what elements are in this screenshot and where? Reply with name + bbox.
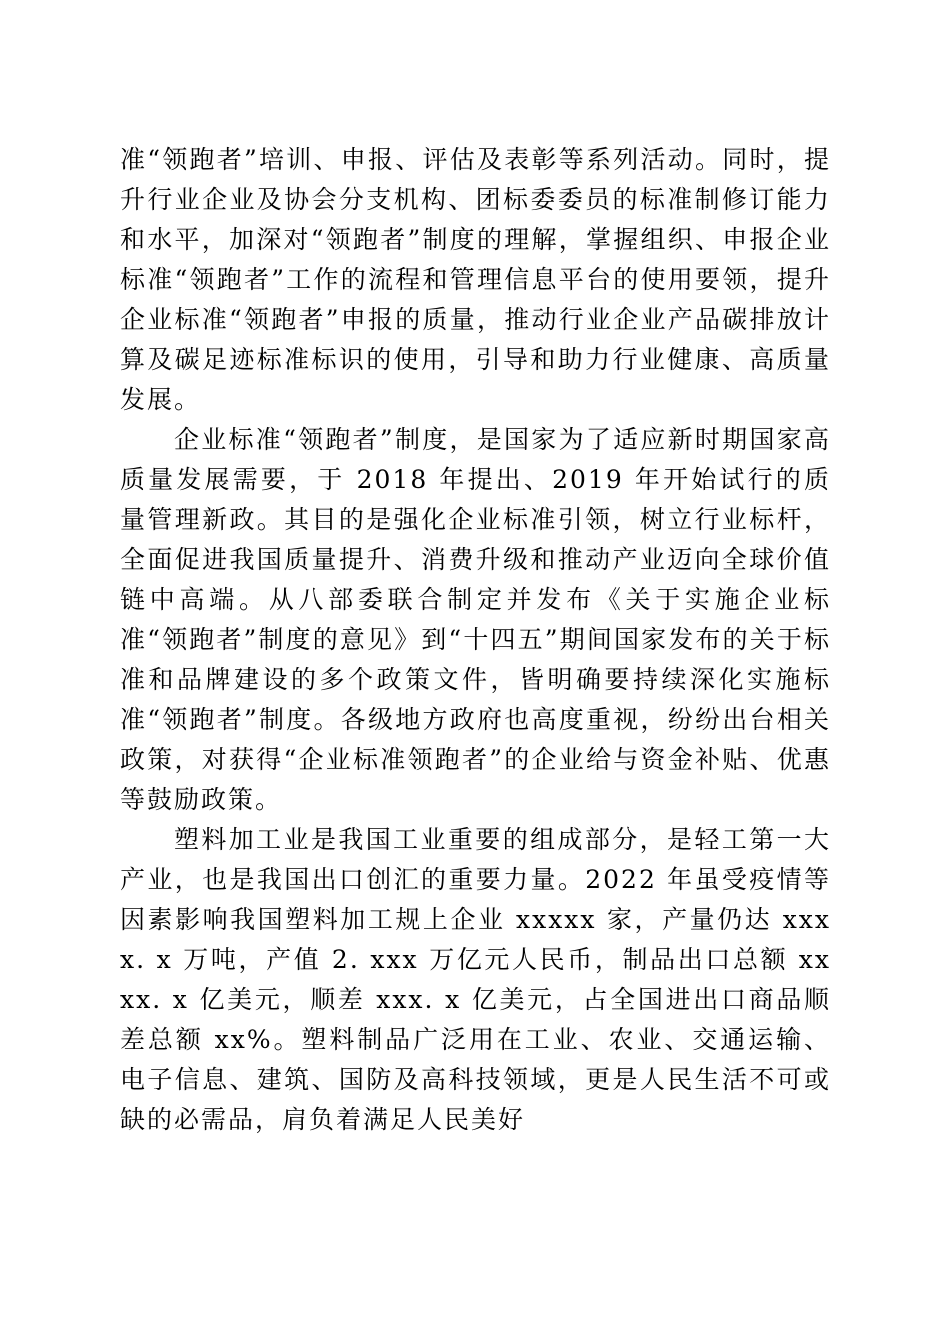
paragraph-1: 准“领跑者”培训、申报、评估及表彰等系列活动。同时，提升行业企业及协会分支机构、团标委委员的标准制修订能力和水平，加深对“领跑者”制度的理解，掌握组织、申报企业标准“领跑者”工作的流程和管理信息平台的使用要领，提升企业标准“领跑者”申报的质量，推动行业企业产品碳排放计算及碳足迹标准标识的使用，引导和助力行业健康、高质量发展。 (120, 145, 831, 414)
paragraph-3: 塑料加工业是我国工业重要的组成部分，是轻工第一大产业，也是我国出口创汇的重要力量。2022 年虽受疫情等因素影响我国塑料加工规上企业 xxxxx 家，产量仍达 xxxx. x 万吨，产值 2. xxx 万亿元人民币，制品出口总额 xxxx. x 亿美元，顺差 xxx. x 亿美元，占全国进出口商品顺差总额 xx%。塑料制品广泛用在工业、农业、交通运输、电子信息、建筑、国防及高科技领域，更是人民生活不可或缺的必需品，肩负着满足人民美好 (120, 825, 831, 1134)
paragraph-2: 企业标准“领跑者”制度，是国家为了适应新时期国家高质量发展需要，于 2018 年提出、2019 年开始试行的质量管理新政。其目的是强化企业标准引领，树立行业标杆，全面促进我国质量提升、消费升级和推动产业迈向全球价值链中高端。从八部委联合制定并发布《关于实施企业标准“领跑者”制度的意见》到“十四五”期间国家发布的关于标准和品牌建设的多个政策文件，皆明确要持续深化实施标准“领跑者”制度。各级地方政府也高度重视，纷纷出台相关政策，对获得“企业标准领跑者”的企业给与资金补贴、优惠等鼓励政策。 (120, 425, 831, 814)
body-text (120, 140, 831, 1140)
